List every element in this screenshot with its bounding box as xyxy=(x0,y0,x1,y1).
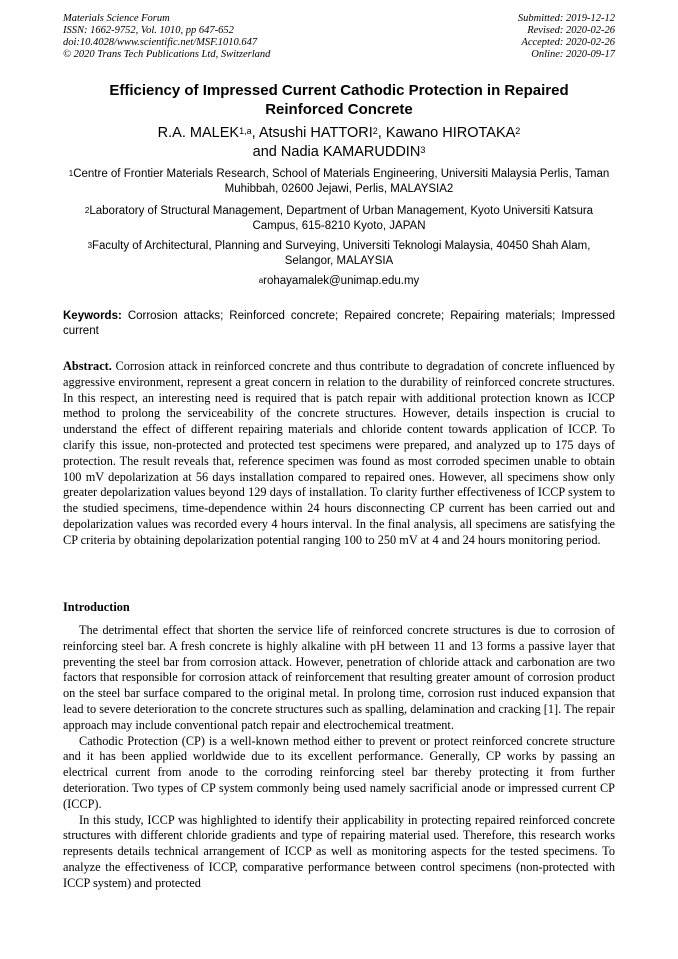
intro-paragraph-2: Cathodic Protection (CP) is a well-known method either to prevent or protect reinforced concrete structure and it has been applied worldwide due to its excellent performance. Generally, CP works by passing an electrical current from anode to the corroding reinforcing steel bar thereby protecting it from further deterioration. Two types of CP system commonly being used namely sacrificial anode or impressed current CP (ICCP). xyxy=(63,733,615,811)
email-mark: a xyxy=(258,276,264,285)
affiliation-2-text: Laboratory of Structural Management, Department of Urban Management, Kyoto Universiti Katsura Campus, 615-8210 Kyoto, JAPAN xyxy=(89,205,594,232)
date-online: Online: 2020-09-17 xyxy=(531,49,615,60)
corresponding-email xyxy=(63,274,615,289)
affiliation-3-text: Faculty of Architectural, Planning and Surveying, Universiti Teknologi Malaysia, 40450 Shah Alam, Selangor, MALAYSIA xyxy=(92,240,591,267)
affiliation-3-mark: 3 xyxy=(87,241,93,250)
affiliation-1 xyxy=(63,167,615,197)
date-revised: Revised: 2020-02-26 xyxy=(527,25,615,36)
publication-dates xyxy=(518,13,615,61)
affiliation-3 xyxy=(63,239,615,269)
author-2: Atsushi HATTORI xyxy=(258,125,373,141)
author-3-affil: 2 xyxy=(515,126,521,136)
intro-paragraph-1: The detrimental effect that shorten the service life of reinforced concrete structures is due to corrosion of reinforcing steel bar. A fresh concrete is highly alkaline with pH between 11 and 13 forms a passive layer that preventing the steel bar from corrosion attack. However, penetration of chloride attack and carbonation are two factors that responsible for corrosion attack of reinforcement that resulting greater amount of corrosion product on the steel bar surface compared to the original metal. In prolong time, corrosion rust induced expansion that lead to severe deterioration to the concrete structures such as spalling, delamination and cracking [1]. The repair approach may include conventional patch repair and electrochemical treatment. xyxy=(63,623,615,732)
email-text: rohayamalek@unimap.edu.my xyxy=(263,275,420,287)
journal-info xyxy=(63,13,270,61)
introduction-body xyxy=(63,623,615,892)
abstract xyxy=(63,359,615,549)
authors-line-2 xyxy=(63,143,615,162)
author-conjunction: and xyxy=(252,144,277,160)
keywords-text: Corrosion attacks; Reinforced concrete; Repaired concrete; Repairing materials; Impressed current xyxy=(63,310,615,337)
journal-doi: doi:10.4028/www.scientific.net/MSF.1010.647 xyxy=(63,37,258,48)
abstract-text: Corrosion attack in reinforced concrete and thus contribute to degradation of concrete influenced by aggressive environment, represent a great concern in relation to the durability of reinforced concrete structures. In this respect, an interesting need is required that is patch repair with additional protection known as ICCP method to prolong the serviceability of the concrete structures. However, details inspection is crucial to understand the effect of different repairing materials and chloride content towards application of ICCP. To clarify this issue, non-protected and protected test specimens were prepared, and analyzed up to 175 days of protection. The result reveals that, reference specimen was found as most corroded specimen unable to obtain 100 mV depolarization at 56 days installation compared to repaired ones. However, all specimens show only greater depolarization values beyond 129 days of installation. To clarity further effectiveness of ICCP system to the studied specimens, time-dependence within 24 hours disconnecting CP current has been carried out and depolarization values was recorded every 4 hours interval. In the final analysis, all specimens are satisfying the CP criteria by obtaining depolarization potential ranging 100 to 250 mV at 4 and 24 hours monitoring period. xyxy=(63,359,615,547)
date-submitted: Submitted: 2019-12-12 xyxy=(517,13,615,24)
author-4-affil: 3 xyxy=(420,145,426,155)
affiliation-1-mark: 1 xyxy=(68,169,74,178)
section-heading-introduction: Introduction xyxy=(63,600,130,614)
title-line-2: Reinforced Concrete xyxy=(265,101,413,118)
journal-issn: ISSN: 1662-9752, Vol. 1010, pp 647-652 xyxy=(63,25,234,36)
date-accepted: Accepted: 2020-02-26 xyxy=(521,37,615,48)
journal-name: Materials Science Forum xyxy=(63,13,170,24)
authors-line-1: R.A. MALEK$^{1,a}$, Atsushi HATTORI$^2$, Kawano HIROTAKA$^2$ xyxy=(157,125,521,141)
affiliation-1-text: Centre of Frontier Materials Research, School of Materials Engineering, Universiti Malaysia Perlis, Taman Muhibbah, 02600 Jejawi, Perlis, MALAYSIA2 xyxy=(73,168,610,195)
journal-copyright: © 2020 Trans Tech Publications Ltd, Switzerland xyxy=(63,49,271,60)
paper-title xyxy=(63,81,615,119)
intro-paragraph-3: In this study, ICCP was highlighted to identify their applicability in protecting repaired reinforced concrete structures with different chloride gradients and type of repairing material used. Therefore, this research works represents details technical arrangement of ICCP as well as monitoring aspects for the tested specimens. To analyze the effectiveness of ICCP, comparative performance between control specimens (non-protected with ICCP system) and protected xyxy=(63,812,615,890)
author-2-affil: 2 xyxy=(372,126,378,136)
keywords-label: Keywords: xyxy=(63,310,122,322)
author-4: Nadia KAMARUDDIN xyxy=(280,144,421,160)
keywords xyxy=(63,309,615,339)
affiliation-2 xyxy=(63,204,615,234)
affiliation-2-mark: 2 xyxy=(84,206,90,215)
abstract-label: Abstract. xyxy=(63,359,112,373)
author-list xyxy=(63,124,615,162)
author-1: R.A. MALEK xyxy=(157,125,240,141)
author-3: Kawano HIROTAKA xyxy=(385,125,516,141)
author-1-affil: 1,a xyxy=(239,126,252,136)
title-line-1: Efficiency of Impressed Current Cathodic Protection in Repaired xyxy=(109,82,569,99)
